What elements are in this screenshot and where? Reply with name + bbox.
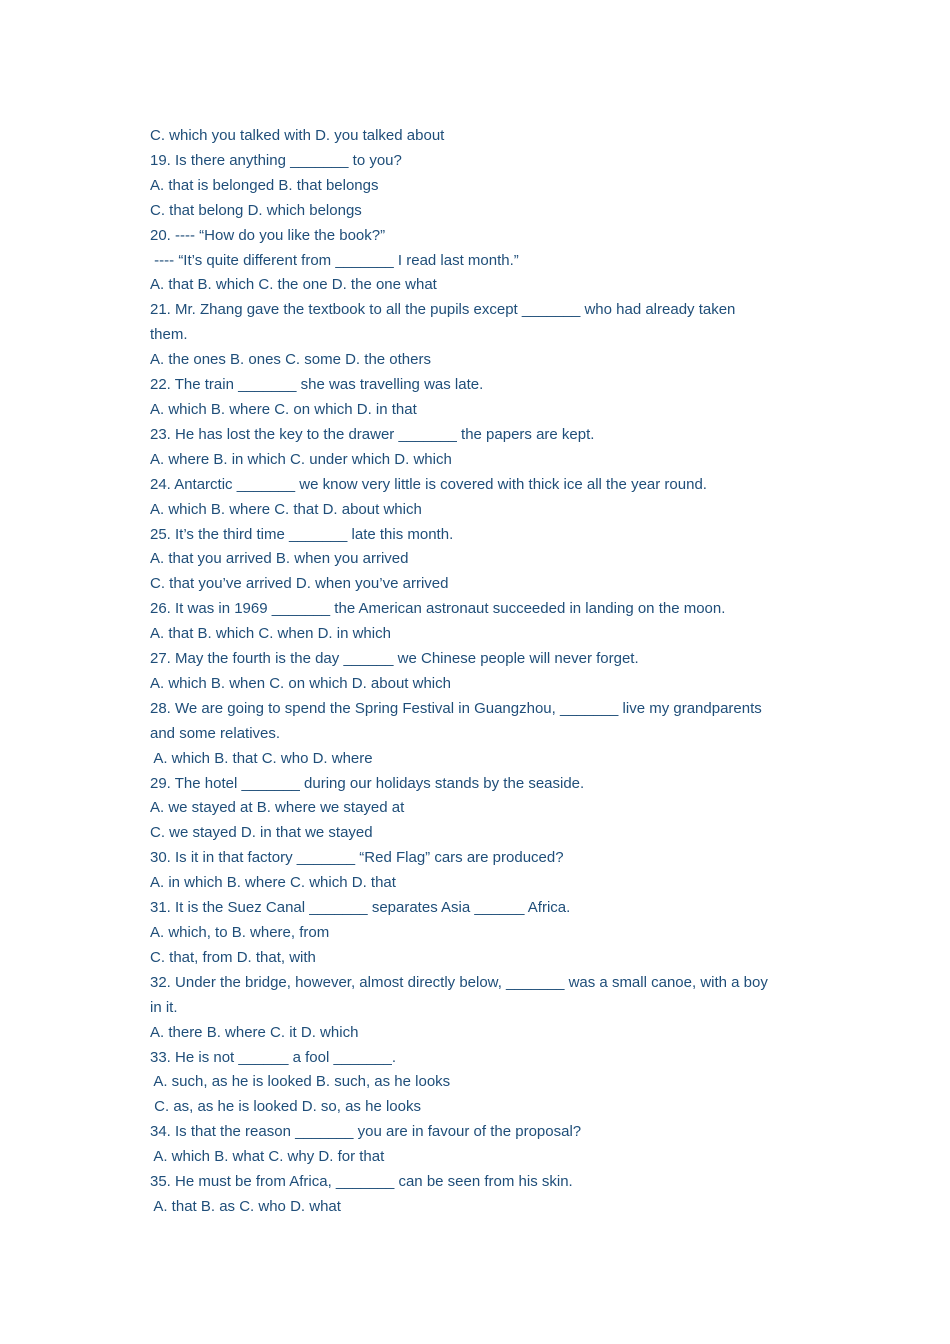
text-line: A. the ones B. ones C. some D. the others <box>150 351 431 369</box>
text-line: A. that you arrived B. when you arrived <box>150 550 409 568</box>
text-line: C. that, from D. that, with <box>150 948 316 966</box>
text-line: A. which B. where C. on which D. in that <box>150 400 417 418</box>
text-line: 28. We are going to spend the Spring Festival in Guangzhou, _______ live my grandparents <box>150 699 762 717</box>
text-line: A. which, to B. where, from <box>150 924 330 941</box>
text-line: 27. May the fourth is the day ______ we Chinese people will never forget. <box>150 650 639 668</box>
text-line: A. which B. where C. that D. about which <box>150 500 422 518</box>
text-line: 31. It is the Suez Canal _______ separates Asia ______ Africa. <box>150 899 571 917</box>
text-line: A. that B. as C. who D. what <box>150 1197 341 1215</box>
text-line: A. we stayed at B. where we stayed at <box>150 799 405 817</box>
text-line: A. which B. what C. why D. for that <box>150 1148 385 1166</box>
text-line: 24. Antarctic _______ we know very little is covered with thick ice all the year round. <box>150 475 707 493</box>
text-line: 29. The hotel _______ during our holidays stands by the seaside. <box>150 774 585 792</box>
text-line: C. as, as he is looked D. so, as he looks <box>150 1098 421 1116</box>
text-line: 25. It’s the third time _______ late this month. <box>150 525 454 543</box>
text-line: 22. The train _______ she was travelling was late. <box>150 376 484 394</box>
text-line: A. such, as he is looked B. such, as he looks <box>150 1073 451 1091</box>
text-line: them. <box>150 326 188 344</box>
text-line: ---- “It’s quite different from _______ I read last month.” <box>150 251 519 269</box>
text-line: in it. <box>150 998 178 1016</box>
text-line: A. in which B. where C. which D. that <box>150 874 396 892</box>
text-line: C. we stayed D. in that we stayed <box>150 824 373 842</box>
text-line: 20. ---- “How do you like the book?” <box>150 226 386 244</box>
text-line: 32. Under the bridge, however, almost directly below, _______ was a small canoe, with a boy <box>150 973 768 991</box>
text-line: 26. It was in 1969 _______ the American astronaut succeeded in landing on the moon. <box>150 600 726 618</box>
text-line: C. which you talked with D. you talked about <box>150 127 445 144</box>
text-line: C. that belong D. which belongs <box>150 201 362 219</box>
text-line: and some relatives. <box>150 724 281 742</box>
text-line: A. that B. which C. when D. in which <box>150 625 391 643</box>
text-line: A. that B. which C. the one D. the one what <box>150 276 437 294</box>
text-line: 19. Is there anything _______ to you? <box>150 151 402 169</box>
text-line: C. that you’ve arrived D. when you’ve arrived <box>150 575 449 593</box>
text-line: A. which B. that C. who D. where <box>150 749 373 767</box>
text-line: A. which B. when C. on which D. about which <box>150 674 451 692</box>
text-line: 34. Is that the reason _______ you are in favour of the proposal? <box>150 1123 582 1141</box>
text-line: 21. Mr. Zhang gave the textbook to all the pupils except _______ who had already taken <box>150 301 736 319</box>
text-line: 35. He must be from Africa, _______ can be seen from his skin. <box>150 1173 573 1191</box>
document-text <box>150 124 800 1220</box>
text-line: A. that is belonged B. that belongs <box>150 176 379 194</box>
text-line: 23. He has lost the key to the drawer _______ the papers are kept. <box>150 425 595 443</box>
text-line: 30. Is it in that factory _______ “Red Flag” cars are produced? <box>150 849 564 867</box>
text-line: A. there B. where C. it D. which <box>150 1023 359 1041</box>
text-line: 33. He is not ______ a fool _______. <box>150 1048 397 1066</box>
text-line: A. where B. in which C. under which D. which <box>150 450 452 468</box>
